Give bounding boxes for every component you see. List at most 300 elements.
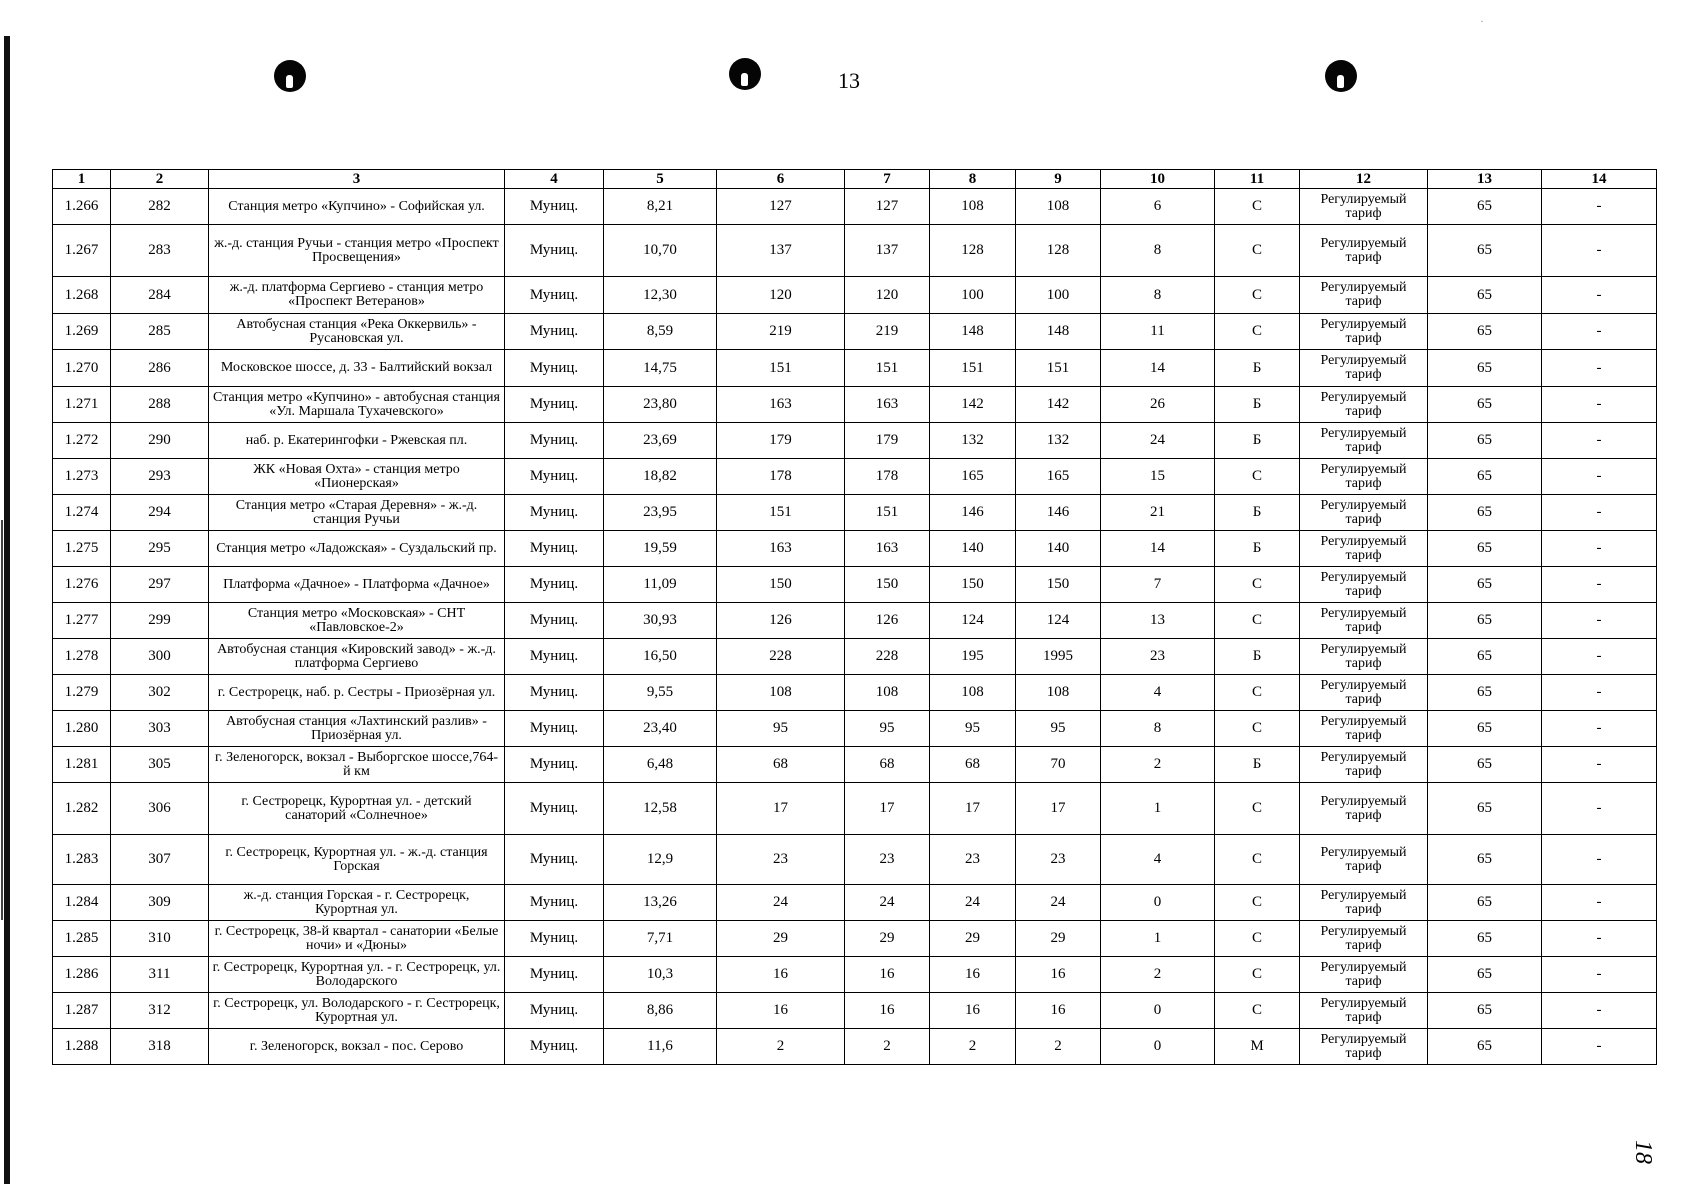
table-cell: С [1215,675,1300,711]
table-cell: 148 [930,314,1016,350]
table-cell: 1.273 [53,459,111,495]
table-cell: 1.285 [53,921,111,957]
table-cell: 179 [845,423,930,459]
table-cell: 286 [111,350,209,387]
page-number: 13 [838,68,860,93]
table-cell: - [1542,885,1657,921]
table-cell: 23 [717,835,845,885]
column-header: 5 [604,170,717,189]
table-cell: г. Сестрорецк, Курортная ул. - детский санаторий «Солнечное» [209,783,505,835]
table-cell: С [1215,993,1300,1029]
table-row [53,225,1657,277]
table-cell: 163 [717,387,845,423]
table-cell: 14 [1101,350,1215,387]
column-header: 3 [209,170,505,189]
table-cell: 16 [717,993,845,1029]
table-cell: 307 [111,835,209,885]
table-cell: 12,30 [604,277,717,314]
table-cell: 29 [717,921,845,957]
table-cell: Автобусная станция «Река Оккервиль» - Русановская ул. [209,314,505,350]
table-cell: - [1542,495,1657,531]
table-row [53,957,1657,993]
table-cell: 302 [111,675,209,711]
table-cell: Муниц. [505,567,604,603]
punch-hole-icon [1325,60,1357,92]
table-cell: - [1542,957,1657,993]
table-cell: 6,48 [604,747,717,783]
table-header-row [53,170,1657,189]
table-cell: 65 [1428,1029,1542,1065]
scan-corner-mark: · [1480,14,1484,28]
table-cell: 8,21 [604,189,717,225]
table-cell: 1.284 [53,885,111,921]
table-cell: 100 [930,277,1016,314]
table-cell: г. Сестрорецк, наб. р. Сестры - Приозёрная ул. [209,675,505,711]
table-cell: 95 [845,711,930,747]
table-row [53,387,1657,423]
table-cell: 7 [1101,567,1215,603]
table-cell: 8,86 [604,993,717,1029]
table-row [53,747,1657,783]
table-cell: 1.271 [53,387,111,423]
table-cell: 65 [1428,639,1542,675]
table-cell: 283 [111,225,209,277]
table-cell: 312 [111,993,209,1029]
table-cell: 165 [930,459,1016,495]
table-cell: Регулируемый тариф [1300,639,1428,675]
table-row [53,711,1657,747]
table-cell: 26 [1101,387,1215,423]
table-cell: 65 [1428,387,1542,423]
table-cell: 163 [845,531,930,567]
table-row [53,783,1657,835]
table-row [53,603,1657,639]
table-cell: 95 [930,711,1016,747]
table-cell: 4 [1101,675,1215,711]
column-header: 7 [845,170,930,189]
table-cell: - [1542,567,1657,603]
table-cell: 151 [1016,350,1101,387]
table-cell: 24 [1016,885,1101,921]
table-cell: 150 [845,567,930,603]
table-row [53,639,1657,675]
table-cell: - [1542,531,1657,567]
table-cell: Станция метро «Купчино» - автобусная станция «Ул. Маршала Тухачевского» [209,387,505,423]
table-cell: 65 [1428,495,1542,531]
table-cell: - [1542,711,1657,747]
table-cell: - [1542,993,1657,1029]
table-cell: 16 [845,993,930,1029]
table-cell: Регулируемый тариф [1300,993,1428,1029]
table-cell: ж.-д. станция Горская - г. Сестрорецк, Курортная ул. [209,885,505,921]
table-cell: 65 [1428,189,1542,225]
table-cell: ж.-д. станция Ручьи - станция метро «Проспект Просвещения» [209,225,505,277]
column-header: 12 [1300,170,1428,189]
table-cell: 29 [1016,921,1101,957]
table-cell: 1 [1101,783,1215,835]
table-cell: 6 [1101,189,1215,225]
table-cell: 23,69 [604,423,717,459]
table-cell: 126 [717,603,845,639]
binding-edge-line [4,36,10,1184]
table-cell: 18,82 [604,459,717,495]
table-cell: 219 [845,314,930,350]
table-cell: 17 [930,783,1016,835]
table-cell: - [1542,783,1657,835]
table-cell: 108 [930,189,1016,225]
side-page-note: 18 [1630,1140,1656,1164]
table-cell: 300 [111,639,209,675]
table-cell: 290 [111,423,209,459]
table-cell: Станция метро «Московская» - СНТ «Павловское-2» [209,603,505,639]
table-cell: 65 [1428,783,1542,835]
table-cell: 8 [1101,711,1215,747]
table-cell: 95 [1016,711,1101,747]
table-cell: Регулируемый тариф [1300,921,1428,957]
column-header: 9 [1016,170,1101,189]
table-cell: 108 [1016,675,1101,711]
table-cell: 23,80 [604,387,717,423]
table-cell: 1.269 [53,314,111,350]
table-cell: Регулируемый тариф [1300,957,1428,993]
table-cell: 2 [930,1029,1016,1065]
table-row [53,277,1657,314]
table-cell: Муниц. [505,957,604,993]
table-cell: 219 [717,314,845,350]
table-cell: 17 [1016,783,1101,835]
table-cell: 21 [1101,495,1215,531]
table-cell: С [1215,783,1300,835]
table-cell: 124 [930,603,1016,639]
table-cell: С [1215,277,1300,314]
table-cell: Муниц. [505,277,604,314]
table-cell: 12,9 [604,835,717,885]
table-cell: 163 [845,387,930,423]
table-cell: 309 [111,885,209,921]
table-cell: 1.283 [53,835,111,885]
table-cell: 65 [1428,835,1542,885]
table-cell: 137 [845,225,930,277]
column-header: 2 [111,170,209,189]
table-cell: 11,09 [604,567,717,603]
table-cell: 23 [1101,639,1215,675]
table-cell: 1.279 [53,675,111,711]
table-cell: 16 [930,957,1016,993]
table-cell: 24 [930,885,1016,921]
table-row [53,350,1657,387]
column-header: 11 [1215,170,1300,189]
table-cell: - [1542,1029,1657,1065]
table-cell: - [1542,675,1657,711]
table-cell: Б [1215,350,1300,387]
table-cell: С [1215,314,1300,350]
table-cell: 126 [845,603,930,639]
column-header: 14 [1542,170,1657,189]
table-cell: Муниц. [505,993,604,1029]
table-cell: 65 [1428,993,1542,1029]
table-cell: Муниц. [505,531,604,567]
table-cell: 29 [930,921,1016,957]
table-cell: 65 [1428,957,1542,993]
table-cell: 282 [111,189,209,225]
table-body [53,189,1657,1065]
table-cell: 1.276 [53,567,111,603]
table-cell: 294 [111,495,209,531]
table-cell: 1.281 [53,747,111,783]
table-cell: 284 [111,277,209,314]
table-cell: 68 [717,747,845,783]
table-cell: 127 [717,189,845,225]
table-cell: Муниц. [505,603,604,639]
table-cell: - [1542,747,1657,783]
table-cell: 17 [717,783,845,835]
table-cell: - [1542,350,1657,387]
table-cell: 127 [845,189,930,225]
table-cell: 151 [717,350,845,387]
table-cell: 1.278 [53,639,111,675]
table-cell: Регулируемый тариф [1300,747,1428,783]
table-cell: г. Сестрорецк, Курортная ул. - ж.-д. станция Горская [209,835,505,885]
column-header: 10 [1101,170,1215,189]
table-cell: С [1215,189,1300,225]
table-cell: Муниц. [505,835,604,885]
table-cell: Муниц. [505,1029,604,1065]
table-cell: Регулируемый тариф [1300,495,1428,531]
table-cell: 13,26 [604,885,717,921]
table-cell: 151 [930,350,1016,387]
table-cell: 65 [1428,459,1542,495]
table-row [53,531,1657,567]
table-cell: наб. р. Екатерингофки - Ржевская пл. [209,423,505,459]
column-header: 4 [505,170,604,189]
table-cell: 23 [1016,835,1101,885]
table-cell: 16 [1016,957,1101,993]
table-cell: 151 [845,350,930,387]
table-cell: Б [1215,423,1300,459]
column-header: 8 [930,170,1016,189]
table-cell: Регулируемый тариф [1300,1029,1428,1065]
table-cell: - [1542,189,1657,225]
table-cell: Муниц. [505,639,604,675]
table-cell: 0 [1101,993,1215,1029]
table-cell: 128 [930,225,1016,277]
table-cell: 311 [111,957,209,993]
table-cell: ж.-д. платформа Сергиево - станция метро «Проспект Ветеранов» [209,277,505,314]
table-cell: - [1542,639,1657,675]
table-cell: 1.267 [53,225,111,277]
punch-hole-icon [729,58,761,90]
table-row [53,885,1657,921]
table-cell: 16,50 [604,639,717,675]
table-cell: 142 [930,387,1016,423]
table-cell: 146 [930,495,1016,531]
table-cell: Муниц. [505,350,604,387]
table-cell: 8 [1101,225,1215,277]
table-cell: 0 [1101,1029,1215,1065]
table-cell: 65 [1428,225,1542,277]
table-cell: 310 [111,921,209,957]
table-cell: 13 [1101,603,1215,639]
table-cell: 108 [930,675,1016,711]
table-cell: 179 [717,423,845,459]
table-cell: - [1542,423,1657,459]
table-cell: Муниц. [505,423,604,459]
table-cell: 146 [1016,495,1101,531]
table-cell: 24 [1101,423,1215,459]
table-cell: 11 [1101,314,1215,350]
table-cell: 1.287 [53,993,111,1029]
punch-hole-icon [274,60,306,92]
table-cell: Регулируемый тариф [1300,835,1428,885]
table-cell: 100 [1016,277,1101,314]
table-cell: - [1542,277,1657,314]
table-cell: 195 [930,639,1016,675]
table-cell: 132 [930,423,1016,459]
table-cell: Регулируемый тариф [1300,459,1428,495]
table-cell: - [1542,459,1657,495]
table-cell: 137 [717,225,845,277]
table-cell: Станция метро «Старая Деревня» - ж.-д. станция Ручьи [209,495,505,531]
table-cell: Муниц. [505,459,604,495]
table-cell: Б [1215,747,1300,783]
table-cell: 151 [845,495,930,531]
table-cell: 68 [845,747,930,783]
table-cell: 10,3 [604,957,717,993]
table-cell: 4 [1101,835,1215,885]
table-row [53,921,1657,957]
table-cell: 65 [1428,531,1542,567]
table-cell: 12,58 [604,783,717,835]
table-cell: С [1215,459,1300,495]
table-cell: 318 [111,1029,209,1065]
routes-table [52,169,1657,1065]
table-cell: С [1215,957,1300,993]
table-cell: 8,59 [604,314,717,350]
table-cell: 65 [1428,277,1542,314]
table-cell: - [1542,603,1657,639]
table-cell: г. Сестрорецк, 38-й квартал - санатории «Белые ночи» и «Дюны» [209,921,505,957]
table-cell: 23,40 [604,711,717,747]
table-cell: 306 [111,783,209,835]
table-cell: Автобусная станция «Лахтинский разлив» - Приозёрная ул. [209,711,505,747]
table-cell: Регулируемый тариф [1300,387,1428,423]
table-cell: 178 [717,459,845,495]
table-cell: 1.275 [53,531,111,567]
binding-edge-line-secondary [1,520,3,920]
table-cell: 65 [1428,921,1542,957]
table-row [53,459,1657,495]
table-cell: 2 [1101,957,1215,993]
table-row [53,1029,1657,1065]
table-cell: 108 [845,675,930,711]
table-cell: Регулируемый тариф [1300,783,1428,835]
table-cell: Муниц. [505,189,604,225]
table-cell: г. Зеленогорск, вокзал - пос. Серово [209,1029,505,1065]
table-cell: Муниц. [505,314,604,350]
table-cell: С [1215,711,1300,747]
table-cell: Б [1215,387,1300,423]
table-cell: 1.288 [53,1029,111,1065]
table-cell: 65 [1428,747,1542,783]
table-cell: С [1215,921,1300,957]
table-cell: 299 [111,603,209,639]
table-cell: - [1542,387,1657,423]
table-cell: 293 [111,459,209,495]
table-cell: 70 [1016,747,1101,783]
table-cell: 10,70 [604,225,717,277]
table-cell: 65 [1428,711,1542,747]
table-cell: 24 [717,885,845,921]
table-cell: 148 [1016,314,1101,350]
table-cell: Б [1215,495,1300,531]
table-cell: 165 [1016,459,1101,495]
table-cell: 142 [1016,387,1101,423]
table-cell: 1.270 [53,350,111,387]
table-cell: 65 [1428,675,1542,711]
table-cell: Муниц. [505,495,604,531]
column-header: 6 [717,170,845,189]
table-cell: 1.280 [53,711,111,747]
table-cell: 140 [930,531,1016,567]
table-cell: Муниц. [505,885,604,921]
table-cell: 128 [1016,225,1101,277]
table-cell: г. Сестрорецк, ул. Володарского - г. Сестрорецк, Курортная ул. [209,993,505,1029]
table-cell: 1 [1101,921,1215,957]
table-row [53,314,1657,350]
table-cell: 1.274 [53,495,111,531]
table-cell: 1.272 [53,423,111,459]
table-cell: 140 [1016,531,1101,567]
table-cell: 1.268 [53,277,111,314]
table-cell: 228 [717,639,845,675]
table-cell: - [1542,921,1657,957]
table-row [53,567,1657,603]
table-cell: 30,93 [604,603,717,639]
table-cell: 65 [1428,350,1542,387]
table-cell: 68 [930,747,1016,783]
table-row [53,189,1657,225]
table-cell: 11,6 [604,1029,717,1065]
table-cell: 120 [845,277,930,314]
table-cell: 178 [845,459,930,495]
table-cell: 16 [845,957,930,993]
table-cell: Муниц. [505,711,604,747]
table-cell: С [1215,567,1300,603]
table-cell: Регулируемый тариф [1300,277,1428,314]
table-cell: 1.277 [53,603,111,639]
table-cell: 150 [717,567,845,603]
table-cell: 163 [717,531,845,567]
table-cell: 17 [845,783,930,835]
table-row [53,495,1657,531]
table-cell: Регулируемый тариф [1300,423,1428,459]
table-cell: 285 [111,314,209,350]
table-cell: 15 [1101,459,1215,495]
table-cell: 65 [1428,603,1542,639]
table-cell: Регулируемый тариф [1300,531,1428,567]
table-cell: 150 [1016,567,1101,603]
table-cell: 65 [1428,423,1542,459]
table-cell: М [1215,1029,1300,1065]
table-cell: 1.286 [53,957,111,993]
table-cell: Б [1215,639,1300,675]
table-cell: Муниц. [505,747,604,783]
table-cell: 120 [717,277,845,314]
table-cell: 1.266 [53,189,111,225]
table-cell: Автобусная станция «Кировский завод» - ж.-д. платформа Сергиево [209,639,505,675]
table-row [53,835,1657,885]
table-cell: 2 [717,1029,845,1065]
